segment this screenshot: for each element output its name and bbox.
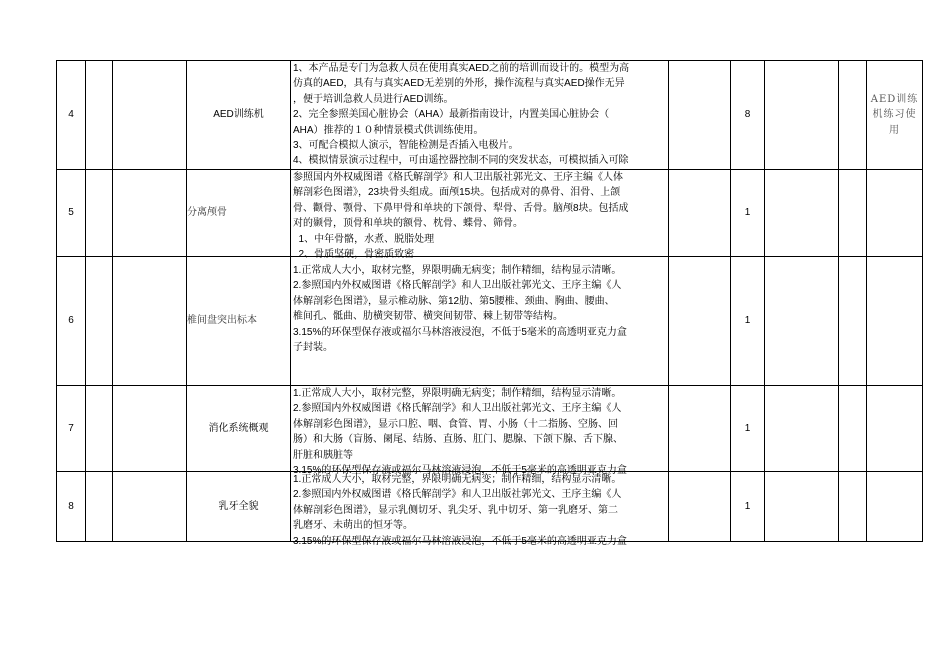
item-note: AED训练 机练习使 用 <box>867 61 923 170</box>
empty-cell <box>839 170 867 257</box>
table-row <box>57 170 923 257</box>
row-index: 5 <box>57 170 86 257</box>
item-name: 乳牙全貌 <box>187 472 291 542</box>
empty-cell <box>839 61 867 170</box>
table-row <box>57 257 923 386</box>
empty-cell <box>86 61 113 170</box>
item-quantity: 1 <box>731 386 765 472</box>
table-row <box>57 61 923 170</box>
item-description: 1、本产品是专门为急救人员在使用真实AED之前的培训而设计的。模型为高 仿真的AED，具有与真实AED无差别的外形，操作流程与真实AED操作无异 ，便于培训急救人员进行AED训练。 2、完全参照美国心脏协会（AHA）最新指南设计，内置美国心脏协会（ AHA）推荐的１０种情景模式供训练使用。 3、可配合模拟人演示，智能检测是否插入电极片。 4、模拟情景演示过程中，可由遥控器控制不同的突发状态，可模拟插入可除 <box>291 61 669 170</box>
empty-cell <box>113 386 187 472</box>
empty-cell <box>765 386 839 472</box>
empty-cell <box>867 386 923 472</box>
row-index: 7 <box>57 386 86 472</box>
table-row <box>57 386 923 472</box>
empty-cell <box>765 472 839 542</box>
empty-cell <box>113 257 187 386</box>
empty-cell <box>86 472 113 542</box>
row-index: 4 <box>57 61 86 170</box>
empty-cell <box>113 61 187 170</box>
row-index: 6 <box>57 257 86 386</box>
item-name: 分离颅骨 <box>187 170 291 257</box>
item-name: 消化系统概观 <box>187 386 291 472</box>
item-quantity: 1 <box>731 257 765 386</box>
empty-cell <box>669 472 731 542</box>
empty-cell <box>86 257 113 386</box>
item-quantity: 1 <box>731 170 765 257</box>
empty-cell <box>669 257 731 386</box>
empty-cell <box>765 61 839 170</box>
item-name: 椎间盘突出标本 <box>187 257 291 386</box>
spreadsheet-table <box>56 60 923 547</box>
empty-cell <box>669 386 731 472</box>
empty-cell <box>867 257 923 386</box>
empty-cell <box>839 386 867 472</box>
empty-cell <box>669 170 731 257</box>
empty-cell <box>669 61 731 170</box>
empty-cell <box>867 170 923 257</box>
item-quantity: 8 <box>731 61 765 170</box>
table-row <box>57 472 923 542</box>
empty-cell <box>765 257 839 386</box>
empty-cell <box>765 170 839 257</box>
empty-cell <box>113 472 187 542</box>
empty-cell <box>86 386 113 472</box>
empty-cell <box>839 257 867 386</box>
item-name: AED训练机 <box>187 61 291 170</box>
empty-cell <box>113 170 187 257</box>
empty-cell <box>867 472 923 542</box>
empty-cell <box>839 472 867 542</box>
item-quantity: 1 <box>731 472 765 542</box>
item-description: 1.正常成人大小，取材完整，界限明确无病变；制作精细，结构显示清晰。 2.参照国内外权威图谱《格氏解剖学》和人卫出版社郭光文、王序主编《人 体解剖彩色图谱》，显示乳侧切牙、乳尖牙、乳中切牙、第一乳磨牙、第二 乳磨牙、未萌出的恒牙等。 3.15%的环保型保存液或福尔马林溶液浸泡，不低于5毫米的高透明亚克力盒 <box>291 472 669 542</box>
item-description: 1.正常成人大小，取材完整，界限明确无病变；制作精细，结构显示清晰。 2.参照国内外权威图谱《格氏解剖学》和人卫出版社郭光文、王序主编《人 体解剖彩色图谱》，显示口腔、咽、食管、胃、小肠（十二指肠、空肠、回 肠）和大肠（盲肠、阑尾、结肠、直肠、肛门、腮腺、下颌下腺、舌下腺、 肝脏和胰脏等 3.15%的环保型保存液或福尔马林溶液浸泡，不低于5毫米的高透明亚克力盒 <box>291 386 669 472</box>
item-description: 1.正常成人大小，取材完整，界限明确无病变；制作精细，结构显示清晰。 2.参照国内外权威图谱《格氏解剖学》和人卫出版社郭光文、王序主编《人 体解剖彩色图谱》，显示椎动脉、第12肋、第5腰椎、颈曲、胸曲、腰曲、 椎间孔、骶曲、肋横突韧带、横突间韧带、棘上韧带等结构。 3.15%的环保型保存液或福尔马林溶液浸泡，不低于5毫米的高透明亚克力盒 子封装。 <box>291 257 669 386</box>
empty-cell <box>86 170 113 257</box>
item-description: 参照国内外权威图谱《格氏解剖学》和人卫出版社郭光文、王序主编《人体 解剖彩色图谱》，23块骨头组成。面颅15块。包括成对的鼻骨、泪骨、上颌 骨、颧骨、颚骨、下鼻甲骨和单块的下颌骨、犁骨、舌骨。脑颅8块。包括成 对的颞骨，顶骨和单块的额骨、枕骨、蝶骨、筛骨。 1、中年骨骼，水煮、脱脂处理 2、骨质坚硬，骨密质致密 <box>291 170 669 257</box>
row-index: 8 <box>57 472 86 542</box>
